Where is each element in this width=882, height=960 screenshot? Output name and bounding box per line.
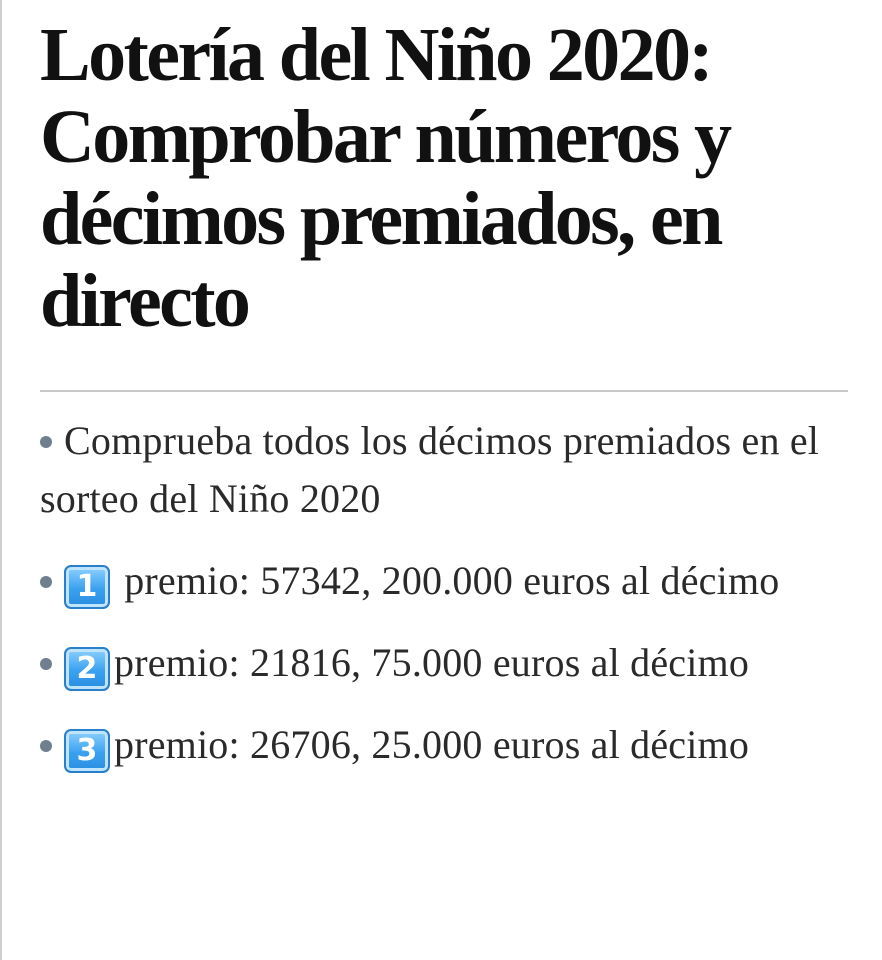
summary-item-prize-1 — [40, 552, 850, 610]
summary-item-prize-3 — [40, 716, 850, 774]
headline[interactable]: Lotería del Niño 2020: Comprobar números y décimos premiados, en directo — [40, 13, 730, 343]
article — [40, 14, 850, 798]
summary-item-intro[interactable] — [40, 412, 850, 528]
bullet-dot-icon — [40, 576, 52, 588]
bullet-dot-icon — [40, 436, 52, 448]
summary-item-text: premio: 26706, 25.000 euros al décimo — [114, 722, 750, 767]
divider — [40, 390, 848, 392]
summary-item-text: Comprueba todos los décimos premiados en el sorteo del Niño 2020 — [40, 418, 820, 521]
summary-list — [40, 412, 850, 774]
keycap-3-icon: 3 — [64, 729, 110, 773]
summary-item-prize-2 — [40, 634, 850, 692]
bullet-dot-icon — [40, 740, 52, 752]
bullet-dot-icon — [40, 658, 52, 670]
keycap-1-icon: 1 — [64, 565, 110, 609]
summary-item-text: premio: 21816, 75.000 euros al décimo — [114, 640, 750, 685]
keycap-2-icon: 2 — [64, 647, 110, 691]
summary-item-text: premio: 57342, 200.000 euros al décimo — [114, 558, 780, 603]
